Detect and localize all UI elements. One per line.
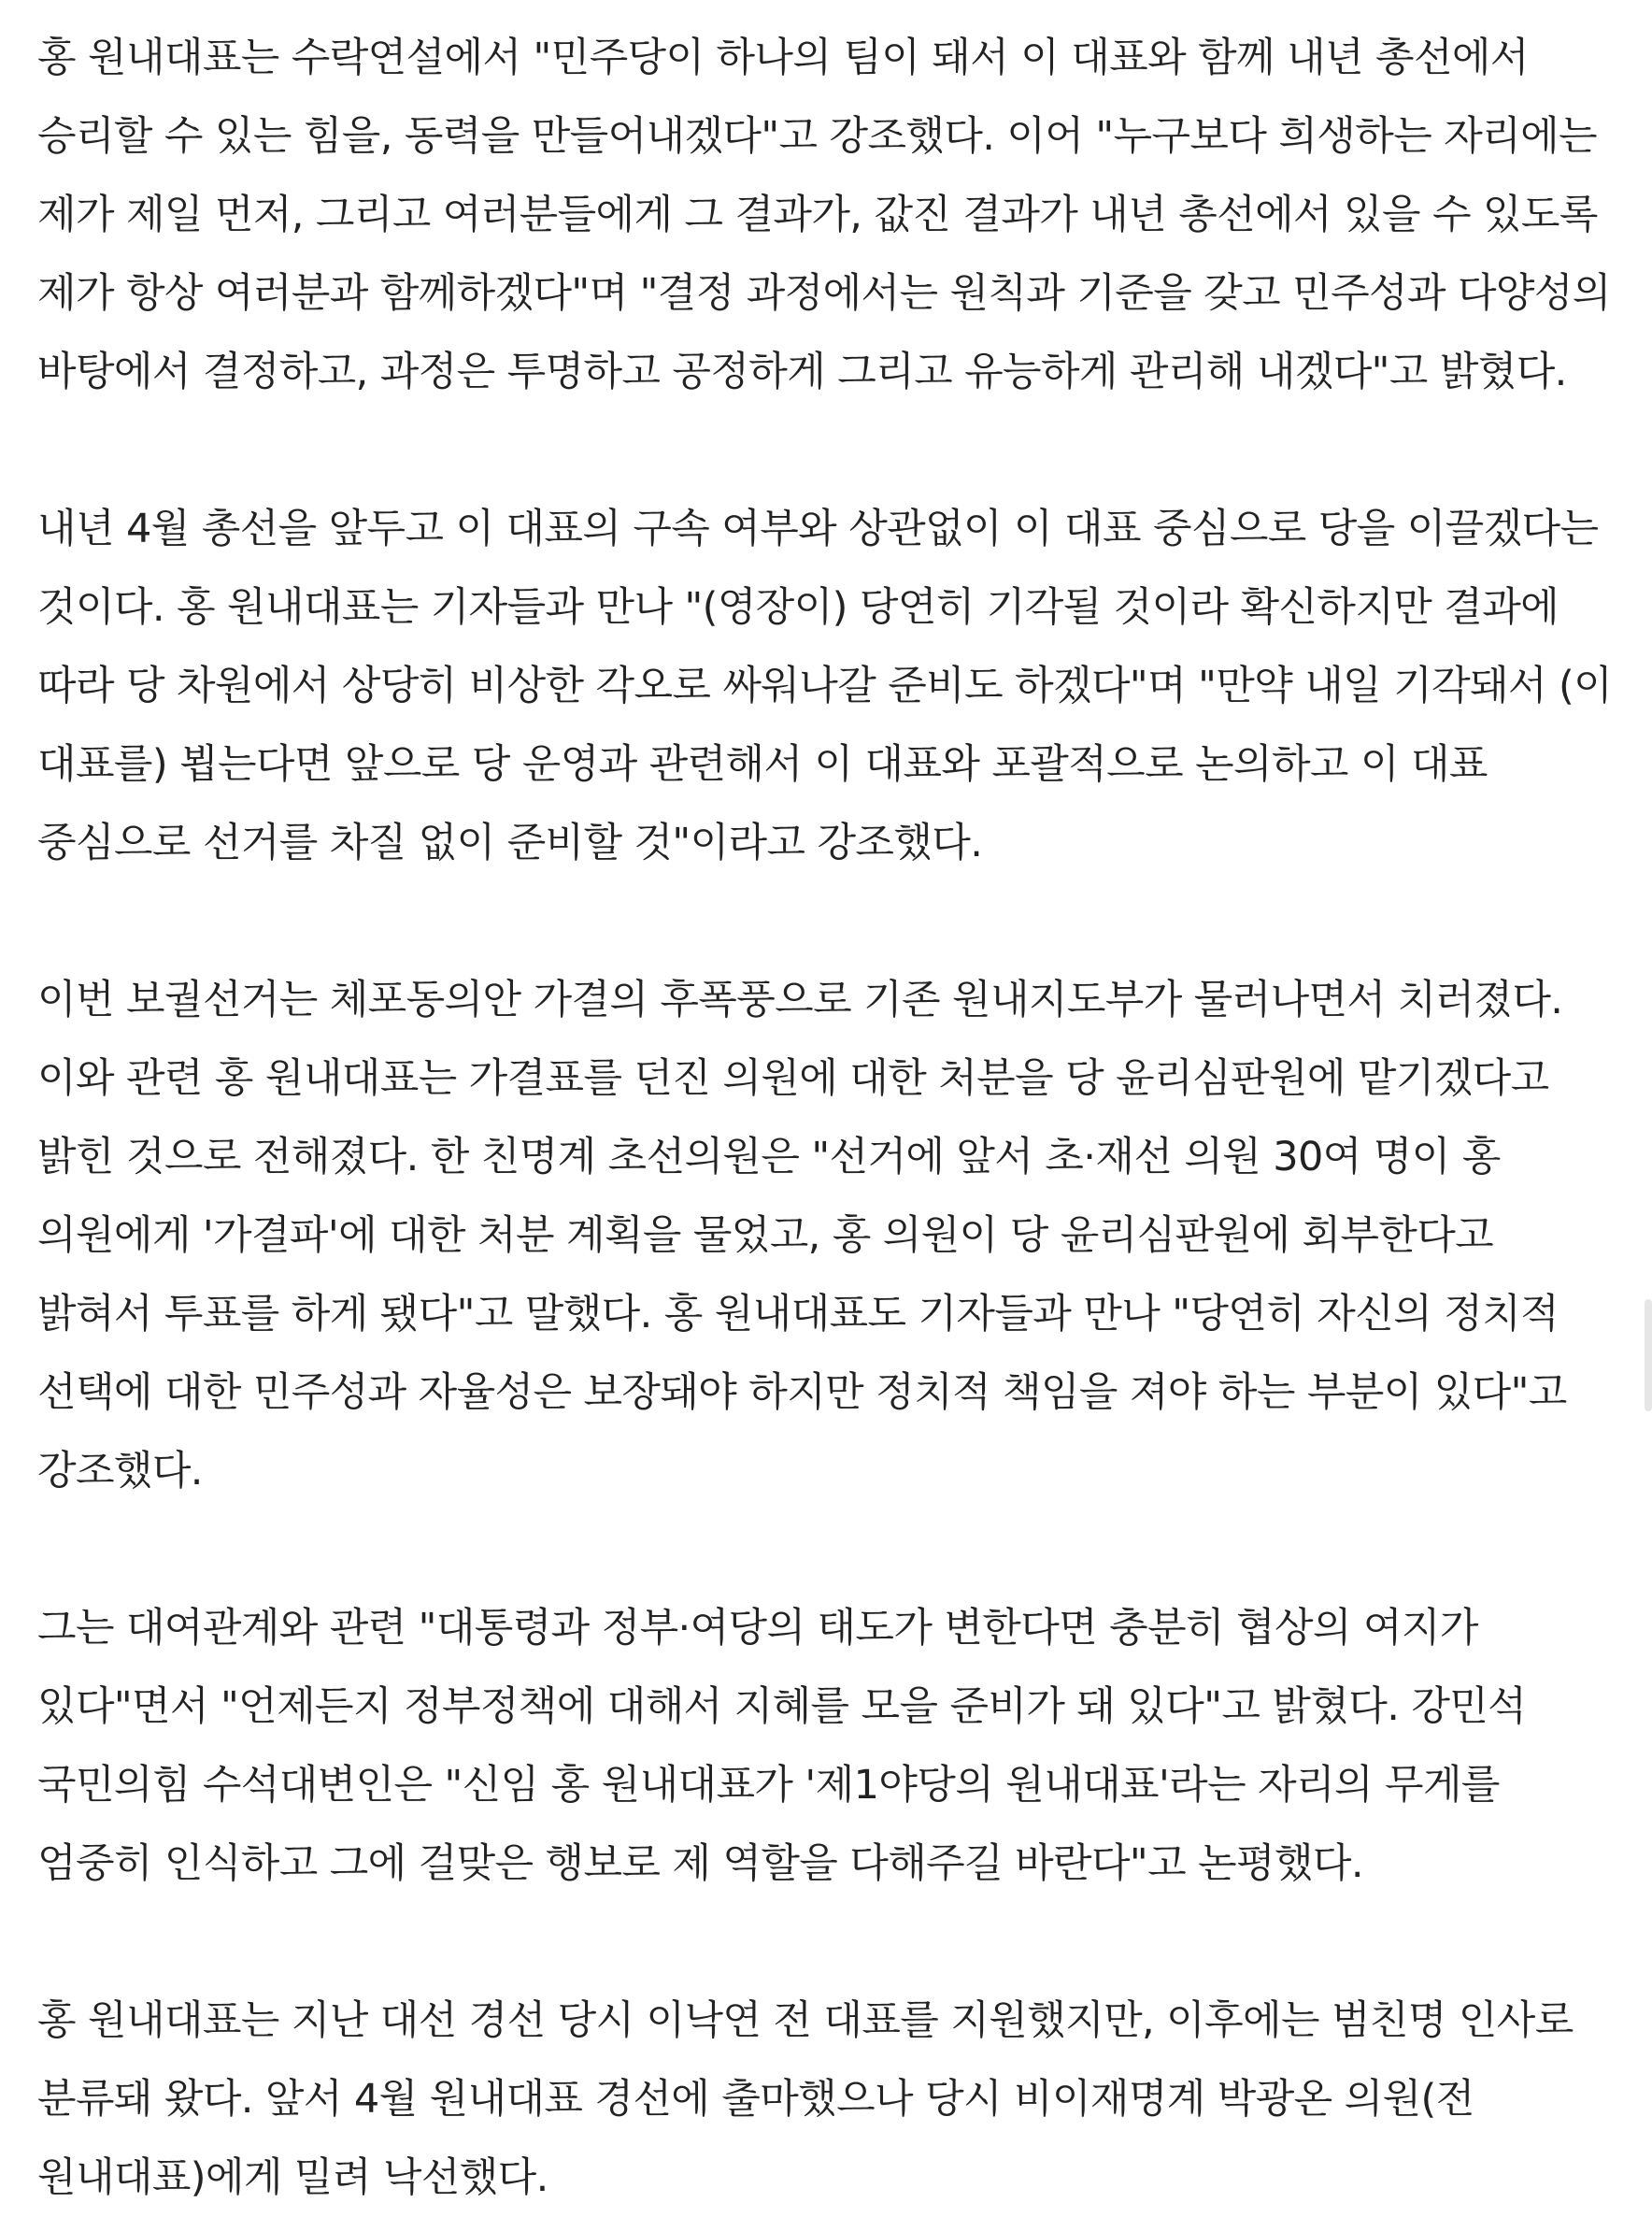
article-paragraph-2: 내년 4월 총선을 앞두고 이 대표의 구속 여부와 상관없이 이 대표 중심으로 당을 이끌겠다는 것이다. 홍 원내대표는 기자들과 만나 "(영장이) 당연히 기각될 것이라 확신하지만 결과에 따라 당 차원에서 상당히 비상한 각오로 싸워나갈 준비도 하겠다"며 "만약 내일 기각돼서 (이 대표를) 뵙는다면 앞으로 당 운영과 관련해서 이 대표와 포괄적으로 논의하고 이 대표 중심으로 선거를 차질 없이 준비할 것"이라고 강조했다. — [37, 506, 1613, 866]
scrollbar-thumb[interactable] — [1645, 1299, 1652, 1411]
article-paragraph-4: 그는 대여관계와 관련 "대통령과 정부·여당의 태도가 변한다면 충분히 협상의 여지가 있다"면서 "언제든지 정부정책에 대해서 지혜를 모을 준비가 돼 있다"고 밝혔다. 강민석 국민의힘 수석대변인은 "신임 홍 원내대표가 '제1야당의 원내대표'라는 자리의 무게를 엄중히 인식하고 그에 걸맞은 행보로 제 역할을 다해주길 바란다"고 논평했다. — [37, 1605, 1527, 1887]
article-body — [37, 19, 1616, 2217]
article-paragraph-3: 이번 보궐선거는 체포동의안 가결의 후폭풍으로 기존 원내지도부가 물러나면서 치러졌다. 이와 관련 홍 원내대표는 가결표를 던진 의원에 대한 처분을 당 윤리심판원에 맡기겠다고 밝힌 것으로 전해졌다. 한 친명계 초선의원은 "선거에 앞서 초·재선 의원 30여 명이 홍 의원에게 '가결파'에 대한 처분 계획을 물었고, 홍 의원이 당 윤리심판원에 회부한다고 밝혀서 투표를 하게 됐다"고 말했다. 홍 원내대표도 기자들과 만나 "당연히 자신의 정치적 선택에 대한 민주성과 자율성은 보장돼야 하지만 정치적 책임을 져야 하는 부분이 있다"고 강조했다. — [37, 977, 1567, 1495]
article-paragraph-5: 홍 원내대표는 지난 대선 경선 당시 이낙연 전 대표를 지원했지만, 이후에는 범친명 인사로 분류돼 왔다. 앞서 4월 원내대표 경선에 출마했으나 당시 비이재명계 박광온 의원(전 원내대표)에게 밀려 낙선했다. — [37, 1997, 1574, 2201]
article-paragraph-1: 홍 원내대표는 수락연설에서 "민주당이 하나의 팀이 돼서 이 대표와 함께 내년 총선에서 승리할 수 있는 힘을, 동력을 만들어내겠다"고 강조했다. 이어 "누구보다 희생하는 자리에는 제가 제일 먼저, 그리고 여러분들에게 그 결과가, 값진 결과가 내년 총선에서 있을 수 있도록 제가 항상 여러분과 함께하겠다"며 "결정 과정에서는 원칙과 기준을 갖고 민주성과 다양성의 바탕에서 결정하고, 과정은 투명하고 공정하게 그리고 유능하게 관리해 내겠다"고 밝혔다. — [37, 35, 1611, 395]
